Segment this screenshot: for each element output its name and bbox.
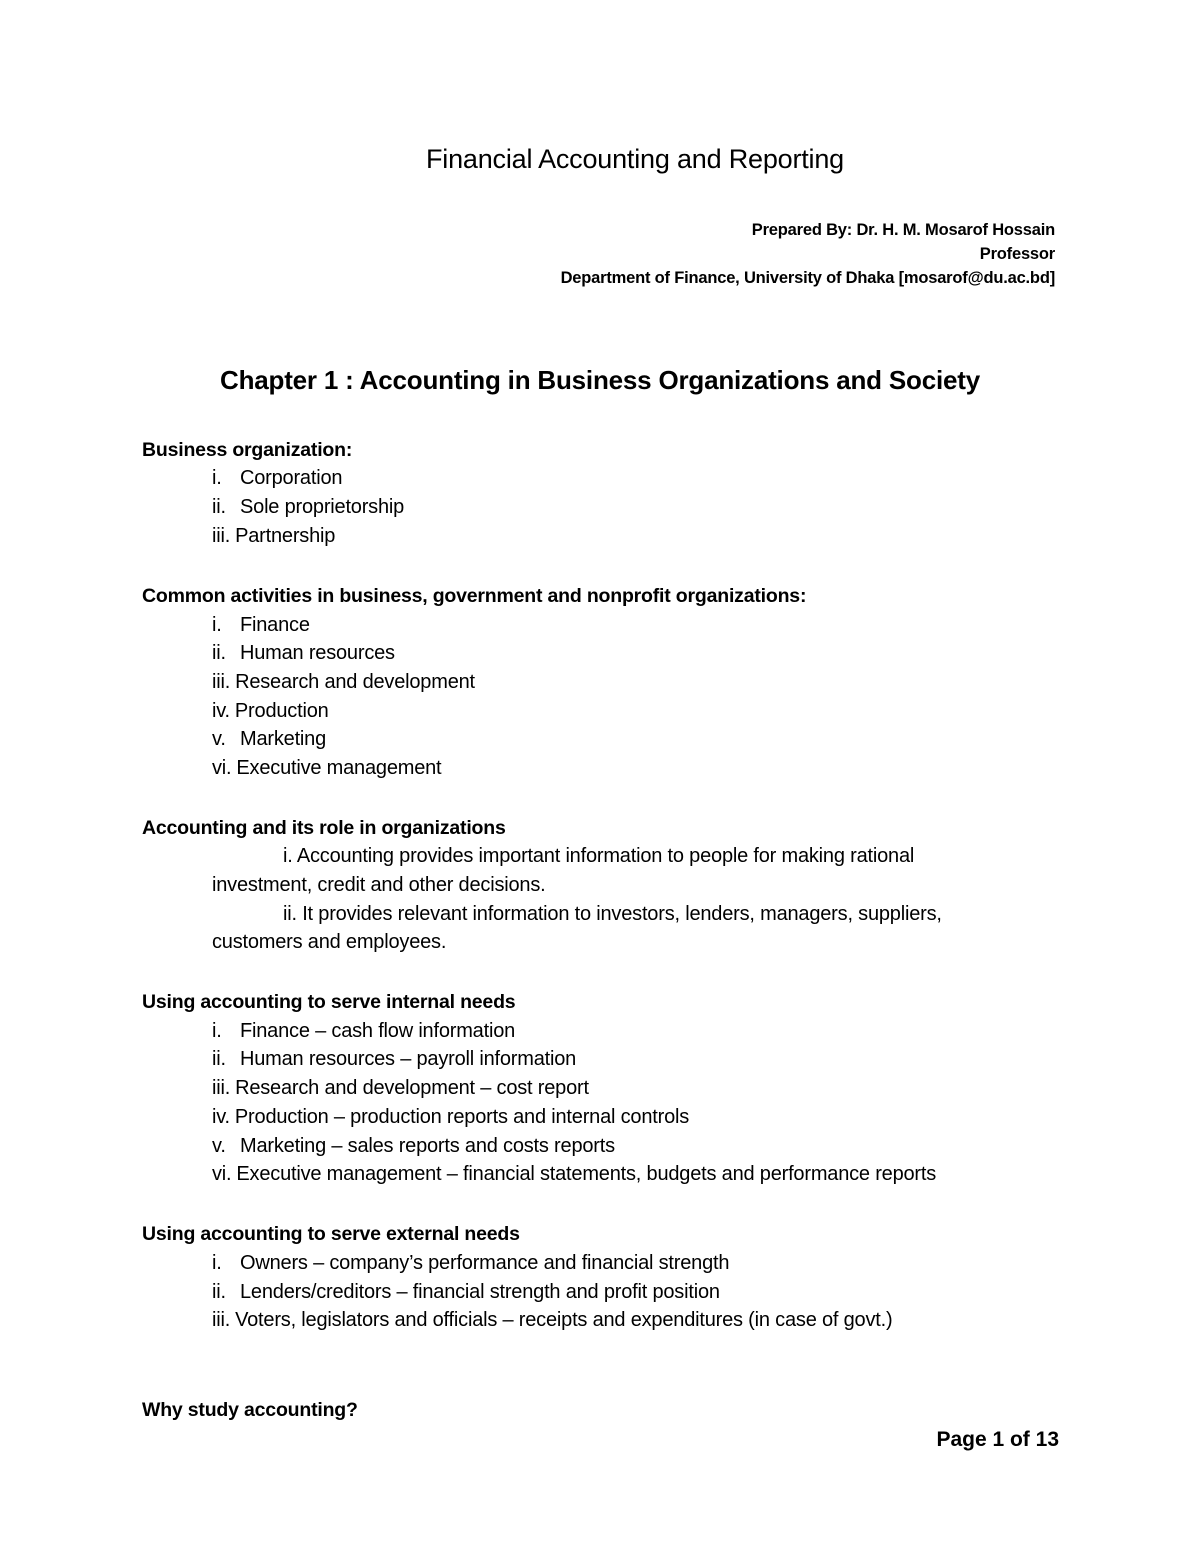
list-item-text: Finance [240, 614, 310, 636]
list-item [212, 1281, 720, 1304]
list-item-number: i. [212, 1252, 222, 1274]
list-item-text: Research and development [235, 671, 475, 693]
list-item [212, 1077, 589, 1100]
list-item-number: iv. [212, 1106, 230, 1128]
list-item-number: iii. [212, 671, 231, 693]
list-item [212, 525, 335, 548]
list-item [212, 614, 310, 637]
document-title: Financial Accounting and Reporting [426, 144, 844, 174]
section-heading-business-organization: Business organization: [142, 439, 353, 461]
list-item [212, 1106, 689, 1129]
list-item-text: Human resources [240, 642, 395, 664]
section-heading-external-needs: Using accounting to serve external needs [142, 1223, 520, 1245]
author-department: Department of Finance, University of Dhaka [mosarof@du.ac.bd] [560, 269, 1055, 287]
list-item-text: Marketing [240, 728, 327, 750]
list-item-number: v. [212, 728, 226, 750]
list-item-number: vi. [212, 1163, 232, 1185]
list-item-text: Corporation [240, 467, 343, 489]
paragraph-line: investment, credit and other decisions. [212, 874, 546, 896]
list-item [212, 728, 326, 751]
list-item-text: Sole proprietorship [240, 496, 405, 518]
list-item-number: i. [212, 467, 222, 489]
list-item [212, 671, 475, 694]
list-item-number: ii. [212, 496, 226, 518]
list-item-text: Executive management – financial statements, budgets and performance reports [236, 1163, 937, 1185]
paragraph-line: ii. It provides relevant information to investors, lenders, managers, suppliers, [283, 903, 942, 925]
list-item [212, 1020, 515, 1043]
list-item-text: Voters, legislators and officials – receipts and expenditures (in case of govt.) [235, 1309, 893, 1331]
section-heading-accounting-role: Accounting and its role in organizations [142, 817, 506, 839]
list-item-number: iii. [212, 1077, 231, 1099]
list-item-number: ii. [212, 1048, 226, 1070]
paragraph-line: customers and employees. [212, 931, 447, 953]
chapter-title: Chapter 1 : Accounting in Business Organizations and Society [220, 365, 980, 395]
list-item-text: Human resources – payroll information [240, 1048, 577, 1070]
list-item [212, 1135, 615, 1158]
list-item [212, 642, 395, 665]
list-item [212, 467, 342, 490]
list-item-number: vi. [212, 757, 232, 779]
list-item-text: Marketing – sales reports and costs reports [240, 1135, 615, 1157]
list-item-text: Research and development – cost report [235, 1077, 589, 1099]
list-item [212, 496, 404, 519]
list-item-text: Finance – cash flow information [240, 1020, 516, 1042]
list-item [212, 700, 329, 723]
list-item [212, 1163, 936, 1186]
list-item-number: i. [212, 614, 222, 636]
list-item [212, 1309, 892, 1332]
list-item-text: Production – production reports and internal controls [234, 1106, 690, 1128]
list-item-text: Partnership [235, 525, 336, 547]
list-item [212, 1252, 729, 1275]
author-position: Professor [979, 245, 1055, 263]
section-heading-internal-needs: Using accounting to serve internal needs [142, 991, 516, 1013]
list-item-number: v. [212, 1135, 226, 1157]
section-heading-why-study: Why study accounting? [142, 1399, 358, 1421]
list-item-number: ii. [212, 1281, 226, 1303]
list-item-text: Lenders/creditors – financial strength and profit position [240, 1281, 720, 1303]
list-item [212, 757, 441, 780]
list-item-text: Production [234, 700, 329, 722]
list-item-number: iv. [212, 700, 230, 722]
list-item-number: i. [212, 1020, 222, 1042]
list-item [212, 1048, 576, 1071]
list-item-number: iii. [212, 525, 231, 547]
page-number: Page 1 of 13 [936, 1428, 1059, 1451]
paragraph-line: i. Accounting provides important information to people for making rational [283, 845, 915, 867]
list-item-number: iii. [212, 1309, 231, 1331]
list-item-text: Executive management [236, 757, 442, 779]
section-heading-common-activities: Common activities in business, government and nonprofit organizations: [142, 585, 807, 607]
list-item-number: ii. [212, 642, 226, 664]
list-item-text: Owners – company’s performance and financial strength [240, 1252, 730, 1274]
author-line: Prepared By: Dr. H. M. Mosarof Hossain [751, 221, 1055, 239]
